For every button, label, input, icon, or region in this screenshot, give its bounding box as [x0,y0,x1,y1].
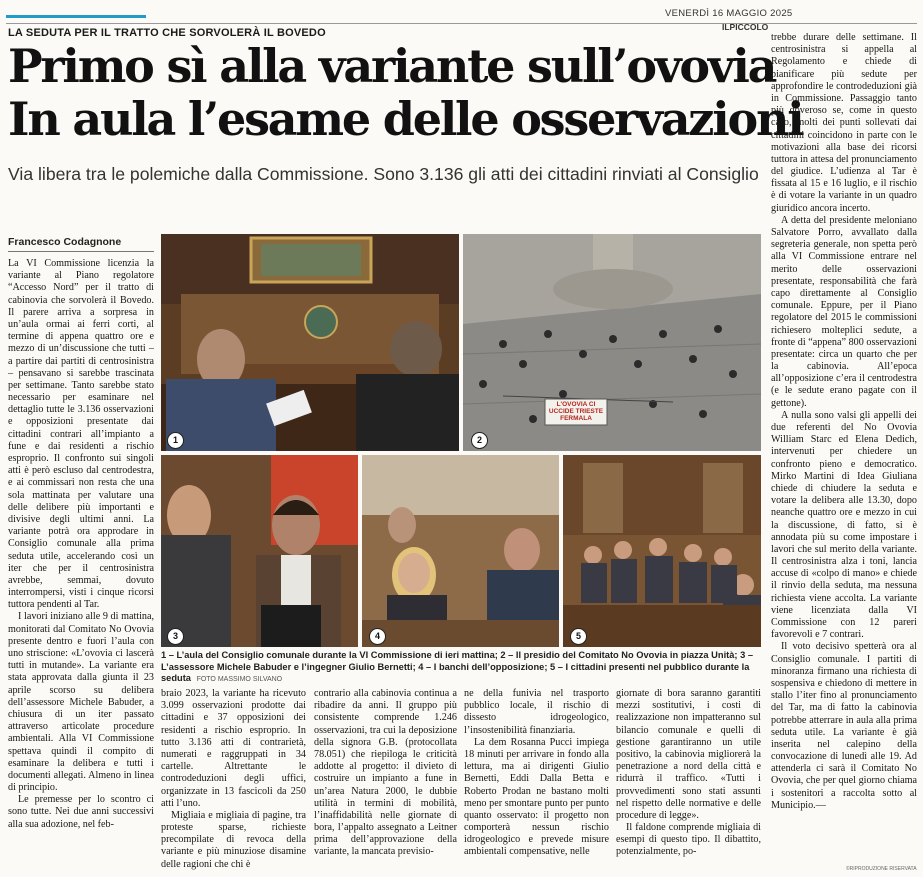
paragraph: giornate di bora saranno garantiti mezzi sostitutivi, i costi di realizzazione non impatteranno sul bilancio comunale e quelli di gestione garantiranno un utile positivo, la cabinovia migliorerà la penetrazione a nord della città e ridurrà il traffico. «Tutti i provvedimenti sono stati assunti nel rispetto delle normative e delle procedure di legge». [616,688,761,821]
author-rule [8,251,154,252]
article-column-1 [8,258,154,831]
paragraph: Le premesse per lo scontro ci sono tutte. Nei due anni successivi alla sua adozione, nel feb- [8,794,154,830]
photo-public-audience [563,455,761,647]
headline-line-2: In aula l’esame delle osservazioni [8,92,803,146]
article-column-4 [464,688,609,859]
article-column-5 [616,688,761,859]
article-column-3 [314,688,457,859]
header-date: VENERDÌ 16 MAGGIO 2025 [665,8,793,19]
paragraph: A detta del presidente meloniano Salvatore Porro, avvallato dalla segreteria generale, non spetta però alla VI Commissione entrare nel merito delle osservazioni presentate, responsabilità che farà capo direttamente al Consiglio comunale. Eppure, per il Piano regolatore del 2015 le commissioni richiesero molteplici sedute, a fronte di “appena” 800 osservazioni presentate: circa un quarto che per la cabinovia. All’epoca all’opposizione c’era il centrodestra (e le sedute erano pagate con il gettone). [771,214,917,409]
photo-opposition-benches [362,455,559,647]
paragraph: La dem Rosanna Pucci impiega 18 minuti per arrivare in fondo alla lettura, ma ai dirigenti Giulio Bernetti, Eddi Dalla Betta e Roberto Prodan ne bastano molti meno per smontare punto per punto quanto osservato: il progetto non comporterà nessun rischio idrogeologico e prevede misure ambientali compensative, nelle [464,736,609,858]
photo-square-protest [463,234,761,451]
caption-text: 1 – L’aula del Consiglio comunale durante la VI Commissione di ieri mattina; 2 – Il presidio del Comitato No Ovovia in piazza Unità; 3 – L’assessore Michele Babuder e l’ingegner Giulio Bernetti; 4 – I banchi dell’opposizione; 5 – I cittadini presenti nel pubblico durante la seduta [161,650,754,683]
protest-banner-text: L'OVOVIA CI UCCIDE TRIESTE FERMALA [548,401,604,422]
author: Francesco Codagnone [8,236,122,248]
photo-badge-3: 3 [167,628,184,645]
paragraph: Migliaia e migliaia di pagine, tra proteste sparse, richieste precompilate di revoca della variante e più minuziose disamine delle ragioni che chi è [161,809,306,870]
article-column-6 [771,32,917,812]
photo-caption [161,650,761,686]
kicker: LA SEDUTA PER IL TRATTO CHE SORVOLERÀ IL BOVEDO [8,27,326,39]
paragraph: I lavori iniziano alle 9 di mattina, monitorati dal Comitato No Ovovia presente dentro e fuori l’aula con uno striscione: «L’ovovia ci lascerà tutti in mutande». La variante era stata approvata dalla giunta il 23 aprile scorso su delibera dell’assessore Michele Babuder, a chiusura di un iter passato attraverso articolate procedure ambientali. Alla VI Commissione spettava quindi il compito di esaminare la delibera e tutti i documenti allegati. Almeno in linea di principio. [8,611,154,794]
header-rule [6,23,917,24]
header-accent-bar [6,15,146,18]
headline-line-1: Primo sì alla variante sull’ovovia [8,39,776,93]
photo-badge-4: 4 [369,628,386,645]
photo-badge-1: 1 [167,432,184,449]
subheadline: Via libera tra le polemiche dalla Commissione. Sono 3.136 gli atti dei cittadini rinviati al Consiglio [8,164,759,184]
paragraph: Il faldone comprende migliaia di esempi di questo tipo. Il dibattito, potenzialmente, po- [616,822,761,858]
photo-badge-5: 5 [570,628,587,645]
photo-assessore-ingegnere [161,455,358,647]
photo-council-hall [161,234,459,451]
paragraph: A nulla sono valsi gli appelli dei due referenti del No Ovovia William Starc ed Elena Dedich, intervenuti per chiedere un confronto pieno e democratico. Mirko Martini di Idea Giuliana chiede di chiudere la seduta e votare la delibera alle 13.30, dopo neanche quattro ore e mezzo in cui la discussione, di fatto, si è annodata più su come impostare i lavori che sul merito della variante. Il centrosinistra alza i toni, lancia accuse di «colpo di mano» e chiede il rinvio della seduta, ma nessuna richiesta viene accolta. La variante viene licenziata dalla VI Commissione con 12 pareri favorevoli e 7 contrari. [771,409,917,641]
copyright-note: ©RIPRODUZIONE RISERVATA [846,866,917,872]
photo-badge-2: 2 [471,432,488,449]
caption-credit: FOTO MASSIMO SILVANO [196,676,283,683]
paragraph: braio 2023, la variante ha ricevuto 3.099 osservazioni prodotte dai cittadini e 37 opposizioni dei residenti a rischio esproprio. In tutto 3.136 atti di contrarietà, numerati e raggruppati in 34 cartelle. Altrettante le controdeduzioni degli uffici, organizzate in 13 fascicoli da 250 atti l’uno. [161,688,306,809]
paragraph: ne della funivia nel trasporto pubblico locale, il rischio di dissesto idrogeologico, l’insostenibilità finanziaria. [464,688,609,736]
paragraph: Il voto decisivo spetterà ora al Consiglio comunale. I partiti di minoranza firmano una richiesta di sospensiva e chiedono di mettere in stallo l’iter fino al pronunciamento del Tar, ma di fatto la cabinovia potrebbe atterrare in aula alla prima seduta utile. La variante è già inserita nel calepino della convocazione di lunedì alle 19. Ad attenderla ci sarà il Comitato No Ovovia, che per quel giorno chiama i sostenitori a raccolta sotto al Municipio.— [771,641,917,811]
article-column-2 [161,688,306,871]
paragraph: La VI Commissione licenzia la variante al Piano regolatore “Accesso Nord” per il tratto di cabinovia che sorvolerà il Bovedo. Il parere arriva a sorpresa in un’aula ormai ai ferri corti, al termine di appena quattro ore e mezzo di un’discussione che tutti – a partire dai partiti di centrosinistra – pensavano si sarebbe trascinata per settimane. Tanto sarebbe stato necessario per esaminare nel dettaglio tutte le 3.136 osservazioni e opposizioni presentate dai cittadini contrari all’impianto a fune e dai residenti a rischio esproprio. Il confronto sui singoli atti è però escluso dal centrodestra, e ai commissari non resta che una sola mattinata per valutare una delle delibere più importanti e divisive degli ultimi anni. La variante potrà ora approdare in Consiglio comunale alla prima seduta utile, accelerando così un iter che per il centrosinistra avrebbe, semmai, dovuto interrompersi, visti i cinque ricorsi tuttora pendenti al Tar. [8,258,154,611]
newspaper-name: ILPICCOLO [722,22,769,32]
paragraph: trebbe durare delle settimane. Il centrosinistra si appella al Regolamento e chiede di pianificare più sedute per approfondire le controdeduzioni già in Commissione. Passaggio tanto più doveroso se, come in questo caso, molti dei punti sollevati dai cittadini coincidono in parte con le motivazioni alla base dei ricorsi tuttora in attesa del pronunciamento del giudice. L’udienza al Tar è fissata al 15 e 16 luglio, e il rischio è di votare la variante in un quadro giuridico ancora incerto. [771,32,917,214]
paragraph: contrario alla cabinovia continua a ribadire da anni. Il gruppo più consistente comprende 1.246 osservazioni, tra cui la deposizione della signora G.B. (protocollata 78.051) che riepiloga le criticità addotte al progetto: il divieto di costruire un impianto a fune in un’area Natura 2000, le dubbie utilità in termini di mobilità, l’inaffidabilità nelle giornate di bora, l’appalto assegnato a Leitner prima dell’approvazione della variante, la mancata previsio- [314,688,457,858]
